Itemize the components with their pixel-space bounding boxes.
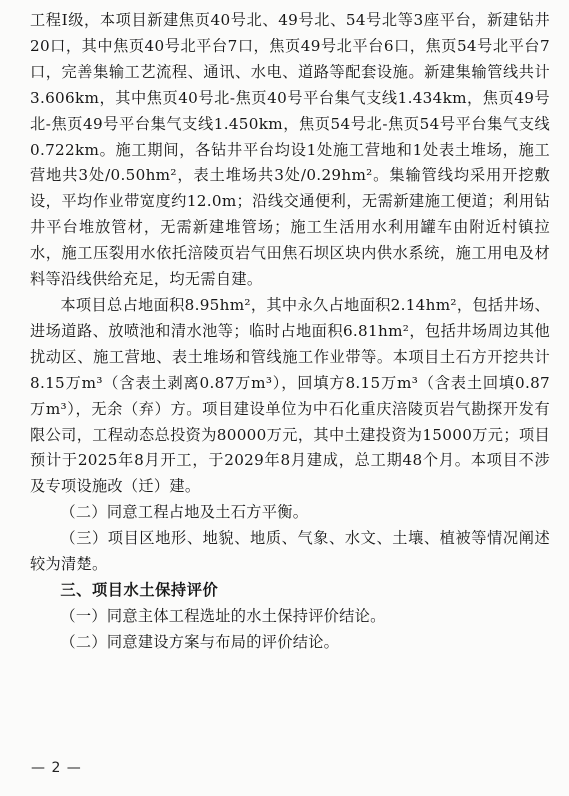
- paragraph-site-conditions: （三）项目区地形、地貌、地质、气象、水文、土壤、植被等情况阐述较为清楚。: [30, 529, 550, 574]
- section-item-layout: （二）同意建设方案与布局的评价结论。: [60, 632, 340, 651]
- document-body: [30, 8, 550, 656]
- paragraph-agree-land-balance: （二）同意工程占地及土石方平衡。: [60, 503, 309, 522]
- section-heading: 三、项目水土保持评价: [60, 580, 219, 599]
- page-number: — 2 —: [31, 760, 82, 776]
- paragraph-project-scope: 工程Ⅰ级，本项目新建焦页40号北、49号北、54号北等3座平台，新建钻井20口，其中焦页40号北平台7口，焦页49号北平台6口，焦页54号北平台7口，完善集输工艺流程、通讯、水电、道路等配套设施。新建集输管线共计3.606km，其中焦页40号北-焦页40号平台集气支线1.434km，焦页49号北-焦页49号平台集气支线1.450km，焦页54号北-焦页54号平台集气支线0.722km。施工期间，各钻井平台均设1处施工营地和1处表土堆场，施工营地共3处/0.50hm²，表土堆场共3处/0.29hm²。集输管线均采用开挖敷设，平均作业带宽度约12.0m；沿线交通便利，无需新建施工便道；利用钻井平台堆放管材，无需新建堆管场；施工生活用水利用罐车由附近村镇拉水，施工压裂用水依托涪陵页岩气田焦石坝区块内供水系统，施工用电及材料等沿线供给充足，均无需自建。: [30, 11, 550, 289]
- section-item-site-selection: （一）同意主体工程选址的水土保持评价结论。: [60, 606, 386, 625]
- paragraph-land-earthwork-investment: 本项目总占地面积8.95hm²，其中永久占地面积2.14hm²，包括井场、进场道路、放喷池和清水池等；临时占地面积6.81hm²，包括井场周边其他扰动区、施工营地、表土堆场和管线施工作业带等。本项目土石方开挖共计8.15万m³（含表土剥离0.87万m³），回填方8.15万m³（含表土回填0.87万m³），无余（弃）方。项目建设单位为中石化重庆涪陵页岩气勘探开发有限公司，工程动态总投资为80000万元，其中土建投资为15000万元；项目预计于2025年8月开工，于2029年8月建成，总工期48个月。本项目不涉及专项设施改（迁）建。: [30, 295, 550, 496]
